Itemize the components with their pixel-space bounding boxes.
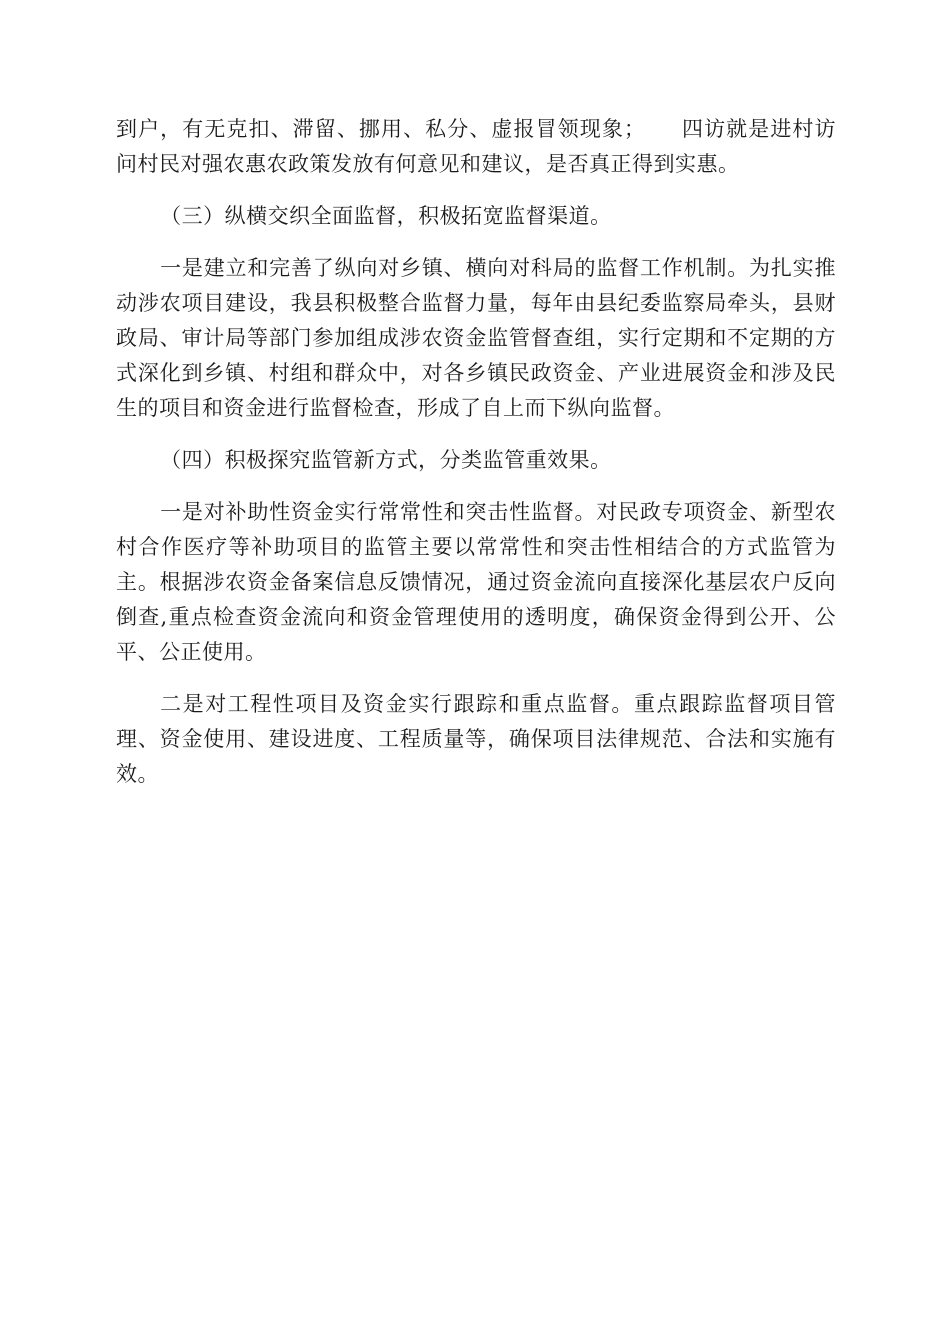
paragraph-continuation <box>116 112 836 182</box>
paragraph-text-part-1: 到户，有无克扣、滞留、挪用、私分、虚报冒领现象； <box>116 117 646 141</box>
paragraph-engineering-projects: 二是对工程性项目及资金实行跟踪和重点监督。重点跟踪监督项目管理、资金使用、建设进度、工程质量等，确保项目法律规范、合法和实施有效。 <box>116 692 836 786</box>
section-heading-4: （四）积极探究监管新方式，分类监管重效果。 <box>160 448 612 472</box>
section-heading-3: （三）纵横交织全面监督，积极拓宽监督渠道。 <box>160 204 612 228</box>
paragraph-subsidy-funds: 一是对补助性资金实行常常性和突击性监督。对民政专项资金、新型农村合作医疗等补助项目的监管主要以常常性和突击性相结合的方式监管为主。根据涉农资金备案信息反馈情况，通过资金流向直接深化基层农户反向倒查,重点检查资金流向和资金管理使用的透明度，确保资金得到公开、公平、公正使用。 <box>116 500 836 664</box>
paragraph-text-part-2: 四访就是进村访问村民对强农惠农政策发放有何意见和建议，是否真正得到实惠。 <box>116 117 837 176</box>
document-body <box>116 112 836 809</box>
paragraph-vertical-supervision: 一是建立和完善了纵向对乡镇、横向对科局的监督工作机制。为扎实推动涉农项目建设，我县积极整合监督力量，每年由县纪委监察局牵头，县财政局、审计局等部门参加组成涉农资金监管督查组，实行定期和不定期的方式深化到乡镇、村组和群众中，对各乡镇民政资金、产业进展资金和涉及民生的项目和资金进行监督检查，形成了自上而下纵向监督。 <box>116 256 836 420</box>
